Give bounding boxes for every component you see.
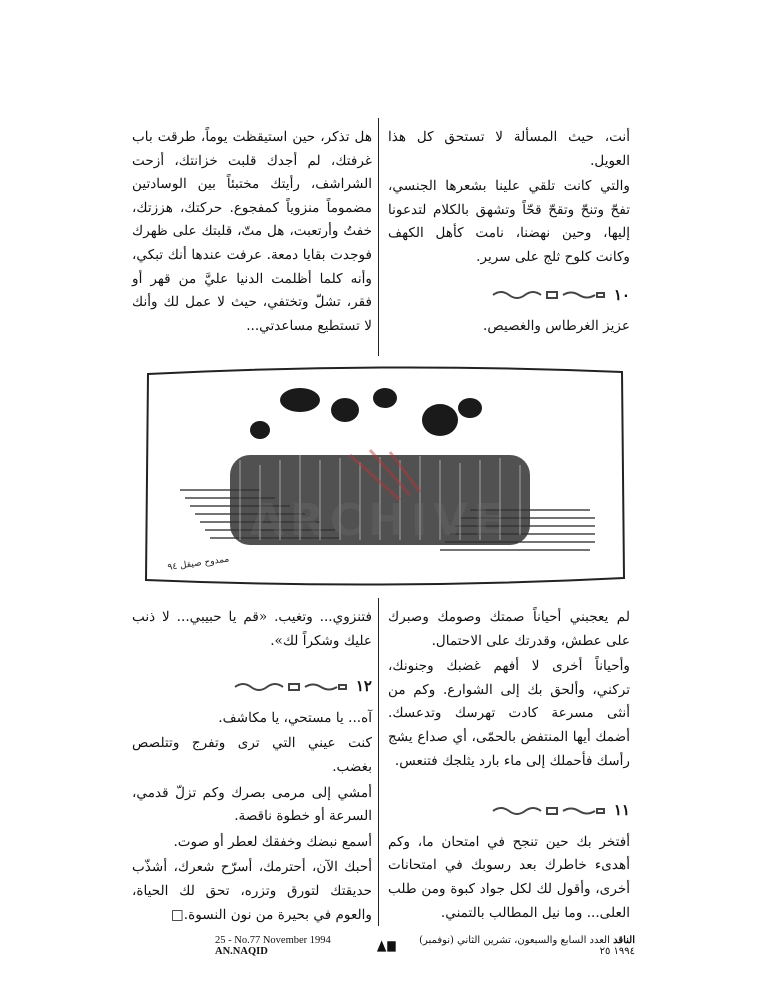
paragraph: وأحياناً أخرى لا أفهم غضبك وجنونك، تركني، وألحق بك إلى الشوارع. وكم من أنثى مسرعة كادت تهرسك وتدعسك. أضمك أيها المنتفض بالحمّى، أي صداع يشج رأسك فأحملك إلى ماء بارد يثلجك فتنعس. [388, 658, 630, 769]
ornament-icon [491, 288, 606, 302]
footer-brand-en: AN.NAQID [215, 946, 268, 957]
paragraph: أحبك الآن، أحترمك، أسرّح شعرك، أشذّب حديقتك لتورق وتزره، تحق لك الحياة، والعوم في بحيرة من نون النسوة.□ [132, 859, 372, 923]
section-number: ١١ [613, 801, 630, 820]
paragraph: والتي كانت تلقي علينا بشعرها الجنسي، تفحّ وتنحّ وتقحّ قحّاً وتشهق بالكلام لتدعونا إليها، وحين نهضنا، نامت كأهل الكهف وكانت كلوح ثلج على سرير. [388, 178, 630, 265]
paragraph: عزيز الغرطاس والغصيص. [483, 318, 630, 335]
column-right-bottom [388, 606, 630, 927]
illustration [140, 360, 630, 592]
footer-issue-ar: العدد السابع والسبعون، تشرين الثاني (نوفمبر) ١٩٩٤ [419, 935, 635, 957]
paragraph: هل تذكر، حين استيقظت يوماً، طرقت باب غرفتك، لم أجدك قلبت خزانتك، أزحت الشراشف، رأيتك مختبئاً بين الوسادتين مضموماً منزوياً كمفجوع. حركتك، هززتك، خفتُ وأرتعبت، هل متّ، قلبتك على ظهرك فوجدت بقايا دمعة. عرفت عندها أنك تبكي، وأنه كلما أظلمت الدنيا عليَّ من قهر أو فقر، تشلّ وتختفي، حيث لا عمل لك وأنك لا تستطيع مساعدتي... [132, 129, 372, 334]
magazine-logo-icon [376, 938, 397, 954]
paragraph: أمشي إلى مرمى بصرك وكم تزلّ قدمي، السرعة أو خطوة ناقصة. [132, 784, 372, 825]
page-footer [215, 935, 635, 957]
section-number: ١٠ [613, 285, 630, 304]
column-divider-bottom [378, 598, 379, 926]
footer-page-en: 25 - No.77 November 1994 [215, 935, 331, 946]
paragraph: آه... يا مستحي، يا مكاشف. [218, 709, 372, 726]
ornament-icon [233, 680, 348, 694]
section-heading-11 [388, 799, 630, 823]
artist-signature: ممدوح صيقل ٩٤ [167, 554, 230, 573]
section-heading-10 [388, 284, 630, 308]
paragraph: فتنزوي... وتغيب. «قم يا حبيبي... لا ذنب عليك وشكراً لك». [132, 609, 372, 649]
paragraph: أفتخر بك حين تنجح في امتحان ما، وكم أهدىء خاطرك بعد رسوبك في امتحانات أخرى، وأقول لك لكل جواد كبوة ومن طلب العلى... وما نيل المطالب بالتمني. [388, 833, 630, 921]
section-heading-12 [132, 675, 372, 699]
footer-brand-ar: الناقد [613, 935, 635, 946]
paragraph: لم يعجبني أحياناً صمتك وصومك وصبرك على عطش، وقدرتك على الاحتمال. [388, 609, 630, 649]
footer-page-ar: ٢٥ [599, 946, 611, 957]
paragraph: أنت، حيث المسألة لا تستحق كل هذا العويل. [388, 129, 630, 169]
watermark: ARCHIVE [250, 495, 510, 546]
paragraph: أسمع نبضك وخفقك لعطر أو صوت. [173, 833, 372, 850]
column-right-top [388, 126, 630, 341]
footer-english [215, 935, 376, 957]
section-number: ١٢ [355, 677, 372, 696]
column-left-top [132, 126, 372, 340]
ornament-icon [491, 804, 606, 818]
column-divider-top [378, 118, 379, 356]
column-left-bottom [132, 606, 372, 929]
paragraph: كنت عيني التي ترى وتفرج وتتلصص بغضب. [132, 735, 372, 775]
footer-arabic [396, 935, 635, 957]
